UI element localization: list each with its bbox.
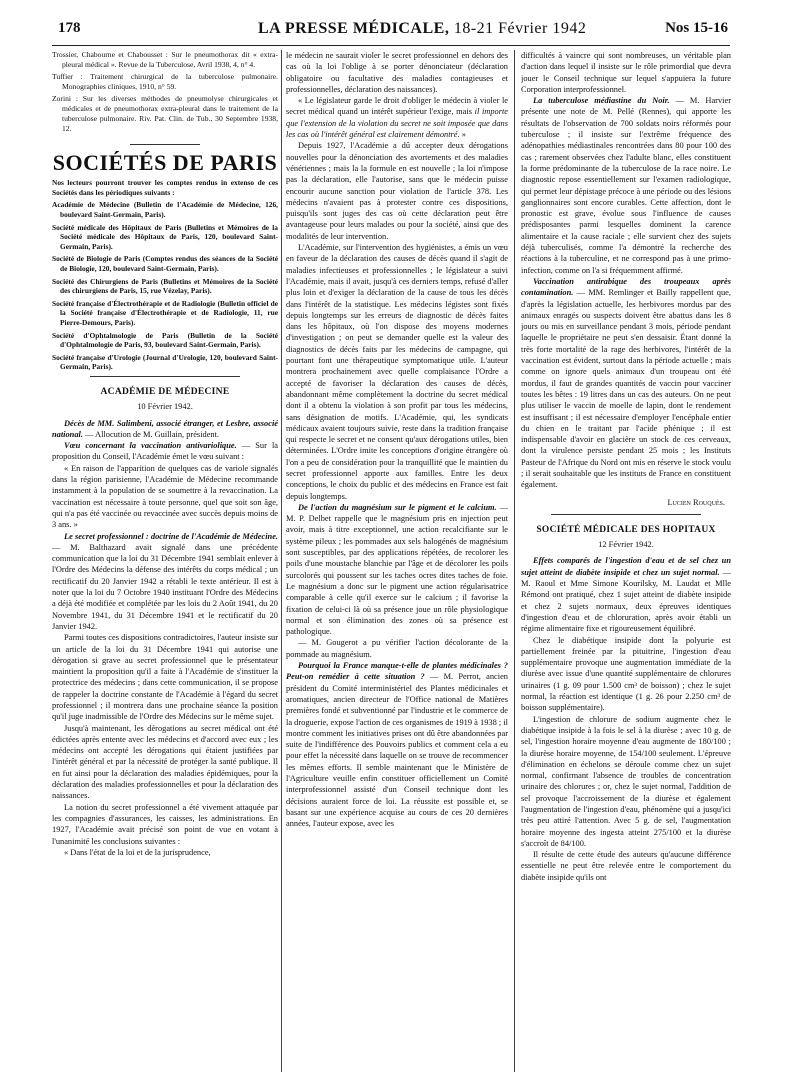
column-3 [521, 50, 731, 1074]
column-divider [281, 50, 282, 1072]
paragraph-text: Il résulte de cette étude des auteurs qu'aucune différence essentielle ne peut être relevée entre le comportement du diabète insipide qu'ils ont [521, 850, 731, 882]
article-heading: Décès de MM. Salimbeni, associé étranger, et Lesbre, associé national. [52, 418, 278, 439]
journal-name: LA PRESSE MÉDICALE, [258, 20, 450, 37]
paragraph-text: — M. P. Delbet rappelle que le magnésium pris en injection peut avoir, mais à titre exceptionnel, une action recalcifiante sur le système pileux ; les pommades aux sels halogénés de magnésium sont susceptibles, par des applications répétées, de recolorer les poils d'une moustache blanchie par l'âge et de décolorer les poils surcolorés qui poussent sur les taches ocres dites taches de foie. Le magnésium a donc sur le pigment une action régularisatrice comparable à celle qu'il exerce sur le calcium ; il favorise la fixation de celui-ci là où sa présence joue un rôle physiologique normal et son élimination des zones où sa présence est pathologique. [286, 502, 508, 637]
paragraph-text: L'Académie, sur l'intervention des hygiénistes, a émis un vœu en faveur de la déclaration des causes de décès quand il s'agit de maladies infectieuses et professionnelles ; le législateur a suivi l'Académie, mais il avait, jusqu'à ces derniers temps, refusé d'aller plus loin et d'exiger la déclaration de la cause de tous les décès dans l'intérêt de la statistique. Les médecins légistes sont fixés depuis longtemps sur les erreurs de diagnostic de décès faites dans les hôpitaux, où l'on dispose des moyens modernes d'investigation ; on peut se demander quelle est la valeur des diagnostics de décès faits par les médecins de campagne, qui pourtant font une thérapeutique symptomatique utile. L'auteur montrera prochainement avec quelle complaisance l'Ordre a accepté de favoriser la déclaration des causes de décès, abandonnant même complètement la doctrine du secret médical dont il a obtenu la violation à son profit par tous les médecins, sans désignation de motifs. L'Académie, qui, les syndicats médicaux avaient toujours suivie, reste dans la tradition française qui respecte le secret et ne consent qu'aux dérogations utiles, bien déterminées. L'Ordre imite les conceptions d'origine étrangère où l'on a peu de considération pour la tranquillité que le maintien du secret professionnel apporte aux familles. Entre les deux conceptions, le choix du public et des médecins en France est fait depuis longtemps. [286, 243, 508, 501]
society-entry: Société de Biologie de Paris (Comptes rendus des séances de la Société de Biologie, 120, boulevard Saint-Germain, Paris). [52, 254, 278, 274]
paragraph-text: difficultés à vaincre qui sont nombreuses, un véritable plan d'action dans lequel il insiste sur le rôle primordial que devra jouer le Conseil technique sur lequel s'appuiera la future Corporation interprofessionnel. [521, 51, 731, 94]
column-divider [514, 50, 515, 1072]
article-paragraph [521, 276, 731, 491]
article-paragraph [521, 555, 731, 634]
column-1 [52, 50, 278, 1074]
session-date: 10 Février 1942. [137, 402, 193, 412]
separator-rule [90, 376, 240, 377]
article-paragraph [286, 660, 508, 829]
paragraph-text: . » [457, 130, 466, 140]
journal-title [258, 20, 586, 38]
article-paragraph [521, 95, 731, 276]
paragraph-text: L'ingestion de chlorure de sodium augmente chez le diabétique insipide à la fois le sel à la diurèse ; avec 10 g. de sel, l'ingestion horaire moyenne d'eau augmente de 180/100 ; la diurèse horaire moyenne, de 154/100 seulement. L'épreuve d'élimination en échelons se déroule comme chez un sujet normal, confirmant l'absence de troubles de concentration urinaire des chlorures ; or, chez le sujet normal, l'addition de sel provoque l'accroissement de la diurèse et également l'augmentation de l'ingestion d'eau, phénomène qui a jusqu'ici très peu attiré l'attention. Avec 5 g. de sel, l'augmentation horaire moyenne des ingesta atteint 275/100 et la diurèse s'accroît de 84/100. [521, 714, 731, 848]
society-entry: Académie de Médecine (Bulletin de l'Académie de Médecine, 126, boulevard Saint-Germain, Paris). [52, 200, 278, 220]
paragraph-text: — Sur la proposition du Conseil, l'Académie émet le vœu suivant : [52, 441, 278, 462]
society-entry: Société française d'Électrothérapie et de Radiologie (Bulletin officiel de la Société française d'Électrothérapie et de Radiologie, 11, rue Pierre-Demours, Paris). [52, 298, 278, 328]
article-heading: De l'action du magnésium sur le pigment et le calcium. [298, 502, 497, 512]
paragraph-text: — M. Balthazard avait signalé dans une précédente communication que la loi du 31 Décembre 1941 semblait enlever à l'Ordre des Médecins la défense des intérêts du corps médical ; un rectificatif du 20 Janvier 1942 a rétabli le texte antérieur. Il est à noter que la loi du 7 Octobre 1940 instituant l'Ordre des Médecins a déjà été modifiée et complétée par les lois du 2 Août 1941, du 20 Novembre 1941, du 31 Décembre 1941 et le rectificatif du 20 Janvier 1942. [52, 542, 278, 631]
paragraph-text: « Le législateur garde le droit d'obliger le médecin à violer le secret médical quand un intérêt supérieur l'exige, mais [286, 96, 508, 117]
page-number: 178 [58, 20, 81, 36]
academy-heading: ACADÉMIE DE MÉDECINE [100, 386, 230, 397]
column-2 [286, 50, 508, 1074]
article-paragraph [52, 440, 278, 463]
article-heading: Vaccination antirabique des troupeaux après contamination. [521, 276, 731, 298]
paragraph-text: le médecin ne saurait violer le secret professionnel en dehors des cas où la loi l'oblige à se porter dénonciateur (déclaration obligatoire ou facultative des maladies contagieuses et professionnelles, déclaration des naissances). [286, 51, 508, 94]
article-paragraph [286, 95, 508, 140]
reference-entry: Zorini : Sur les diverses méthodes de pneumolyse chirurgicales et médicales et de pneumothorax extra-pleural dans le traitement de la tuberculose pulmonaire. Riv. Pat. Clin. de Tub., 30 Septembre 1938, 12. [52, 94, 278, 133]
article-paragraph [286, 502, 508, 638]
paragraph-text: — M. Raoul et Mme Simone Kourilsky, M. Laudat et Mlle Rémond ont pratiqué, chez 1 sujet atteint de diabète insipide et chez 2 sujets normaux, deux épreuves identiques d'ingestion d'eau et de chloruration, après avoir établi un régime alimentaire fixe et rigoureusement équilibré. [521, 567, 731, 634]
emphasis-text: il importe que l'extension de la violation du secret ne soit imposée que dans les cas où l'intérêt général est clairement démontré [286, 107, 508, 140]
society-entry: Société médicale des Hôpitaux de Paris (Bulletins et Mémoires de la Société médicale des Hôpitaux de Paris, 120, boulevard Saint-Germain, Paris). [52, 222, 278, 251]
author-signature: Lucien Rouquès. [667, 497, 725, 507]
paragraph-text: La notion du secret professionnel a été vivement attaquée par les compagnies d'assurances, les caisses, les administrations. En 1927, l'Académie avait précisé son point de vue en votant à l'unanimité les conclusions suivantes : [52, 802, 278, 846]
reference-entry: Tuffier : Traitement chirurgical de la tuberculose pulmonaire. Monographies cliniques, 1910, n° 59. [52, 72, 278, 91]
paragraph-text: « En raison de l'apparition de quelques cas de variole signalés dans la région parisienne, l'Académie de Médecine recommande instamment à la population de se soumettre à la revaccination. La vaccination est nécessaire à toute personne, quel que soit son âge, qui n'a pas été vaccinée ou revaccinée avec succès depuis moins de 3 ans. » [52, 463, 278, 530]
reference-entry: Trossier, Chabourne et Chabousset : Sur le pneumothorax dit « extra-pleural médical ». Revue de la Tuberculose, Avril 1938, 4, n° 4. [52, 50, 278, 69]
article-paragraph [52, 418, 278, 441]
header-rule [52, 45, 730, 46]
paragraph-text: — M. Gougerot a pu vérifier l'action décolorante de la pommade au magnésium. [286, 638, 508, 659]
society-heading: SOCIÉTÉ MÉDICALE DES HOPITAUX [536, 524, 716, 535]
separator-rule [551, 514, 701, 515]
paragraph-text: Chez le diabétique insipide dont la polyurie est partiellement freinée par la pituitrine, l'ingestion d'eau supplémentaire provoque une augmentation immédiate de la diurèse avec issue d'une quantité supplémentaire de chlorures urinaires (1 g. 09 pour 1.500 cm³ de boisson) ; chez le sujet normal, la réaction est identique (1 g. 26 pour 2.250 cm³ de boisson supplémentaire). [521, 635, 731, 713]
separator-rule [130, 144, 200, 145]
paragraph-text: Parmi toutes ces dispositions contradictoires, l'auteur insiste sur un article de la loi du 31 Décembre 1941 qui autorise une dérogation si grave au secret professionnel que le présentateur maintient la proposition qu'il a faite à l'Académie de s'instituer la protectrice des médecins ; dans cette communication, il se propose de rappeler la doctrine constante de l'Académie à l'égard du secret professionnel ; il montrera dans une prochaine séance la position qu'il juge inadmissible de l'Ordre des Médecins sur le même sujet. [52, 633, 278, 722]
article-paragraph [52, 531, 278, 633]
issue-numbers: Nos 15-16 [665, 20, 728, 36]
society-entry: Société des Chirurgiens de Paris (Bulletins et Mémoires de la Société des chirurgiens de Paris, 15, rue Vézelay, Paris). [52, 276, 278, 296]
intro-note: Nos lecteurs pourront trouver les comptes rendus in extenso de ces Sociétés dans les périodiques suivants : [52, 178, 278, 197]
article-heading: Vœu concernant la vaccination antivariolique. [64, 441, 237, 451]
section-title: SOCIÉTÉS DE PARIS [52, 150, 278, 175]
paragraph-text: — M. Harvier présente une note de M. Pellé (Rennes), qui apporte les résultats de l'observation de 700 soldats noirs réformés pour tuberculose ; il insiste sur l'extrême fréquence des adénopathies médiastinales rencontrées dans 80 pour 100 des cas ; rarement observées chez l'adulte blanc, elles constituent la forme prédominante de la tuberculose de la race noire. Le diagnostic repose essentiellement sur l'examen radiologique, qui permet leur dépistage précoce à une période ou des lésions ganglionnaires sont encore curables. Cette affection, dont le pronostic est grave, évolue sous l'influence de causes prédisposantes parmi lesquelles dominent la carence alimentaire et la cause raciale ; elle survient chez des sujets déjà tuberculisés, comme l'a démontré la recherche des réactions à la tuberculine, et ne correspond pas à une primo-infection, comme on l'a si fréquemment affirmé. [521, 96, 731, 275]
page-header [58, 20, 728, 40]
article-heading: La tuberculose médiastine du Noir. [533, 96, 670, 106]
article-heading: Le secret professionnel : doctrine de l'Académie de Médecine. [64, 531, 278, 541]
paragraph-text: — MM. Remlinger et Bailly rappellent que, d'après la législation actuelle, les herbivores mordus par des animaux enragés ou suspects doivent être abattus dans les 8 jours ou mis en surveillance pendant 3 mois, période pendant laquelle le propriétaire ne peut s'en dessaisir. Étant donné la très forte mortalité de la rage des herbivores, l'intérêt de la vaccination est évident, surtout dans la période actuelle ; mais comme on ignore quels animaux d'un troupeau ont été mordus, il faut de grandes quantités de vaccin pour vacciner toutes les bêtes : 19 litres dans un cas des auteurs. On ne peut plus utiliser le vaccin de moelle de lapin, dont le rendement est insuffisant ; il est nécessaire d'employer l'encéphale entier du chien en le traitant par l'acide phénique ; il est indispensable d'avoir en glacière un stock de ces cerveaux, dont la virulence persiste pendant 25 mois ; les Instituts Pasteur de l'Afrique du Nord ont mis en réserve le stock voulu ; il serait souhaitable que les instituts de France en constituent également. [521, 288, 731, 490]
society-entry: Société d'Ophtalmologie de Paris (Bulletin de la Société d'Ophtalmologie de Paris, 93, boulevard Saint-Germain, Paris). [52, 330, 278, 350]
paragraph-text: — M. Perrot, ancien président du Comité interministériel des Plantes médicinales et aromatiques, ancien directeur de l'Office national de Matières premières fondé et subventionné par l'industrie et le commerce de la droguerie, expose l'action de ces organismes de 1919 à 1938 ; il montre comment les initiatives prises ont dû être abandonnées par suite de l'indifférence des Pouvoirs publics et comment cela a eu pour effet la nécessité dans laquelle on se trouve de recommencer les mêmes efforts. Il semble maintenant que le Ministère de l'Agriculture veuille enfin constituer officiellement un Comité interprofessionnel assisté d'un Conseil technique dont les décisions auraient force de loi. La réussite est possible et, se basant sur une expérience acquise au cours de ces 20 dernières années, l'auteur expose, avec les [286, 672, 508, 829]
paragraph-text: Jusqu'à maintenant, les dérogations au secret médical ont été édictées après entente avec les médecins et d'accord avec eux ; les médecins ont accepté les dérogations qui étaient justifiées par l'intérêt général et par la nécessité de protéger la santé publique. Il en fut ainsi pour la déclaration des maladies épidémiques, pour la déclaration des maladies professionnelles et pour la déclaration des naissances. [52, 723, 278, 801]
paragraph-text: « Dans l'état de la loi et de la jurisprudence, [64, 847, 211, 857]
journal-date: 18-21 Février 1942 [453, 20, 587, 37]
paragraph-text: Depuis 1927, l'Académie a dû accepter deux dérogations nouvelles pour la dénonciation des avortements et des maladies vénériennes ; mais la la formule en est nouvelle ; la loi n'impose pas la déclaration, elle l'autorise, sans que le médecin puisse encourir aucune sanction pour violation de l'article 378. Les médecins n'avaient pas à protester contre ces dispositions, puisqu'ils sont juges des cas où cette déclaration peut être avantageuse pour leurs malades ou pour la société, ainsi que des modalités de leur intervention. [286, 141, 508, 241]
paragraph-text: — Allocution de M. Guillain, président. [82, 429, 220, 439]
article-heading: Effets comparés de l'ingestion d'eau et de sel chez un sujet atteint de diabète insipide et chez un sujet normal. [521, 556, 731, 577]
society-entry: Société française d'Urologie (Journal d'Urologie, 120, boulevard Saint-Germain, Paris). [52, 352, 278, 372]
article-heading: Pourquoi la France manque-t-elle de plantes médicinales ? Peut-on remédier à cette situation ? [286, 661, 508, 682]
session-date: 12 Février 1942. [598, 540, 654, 550]
